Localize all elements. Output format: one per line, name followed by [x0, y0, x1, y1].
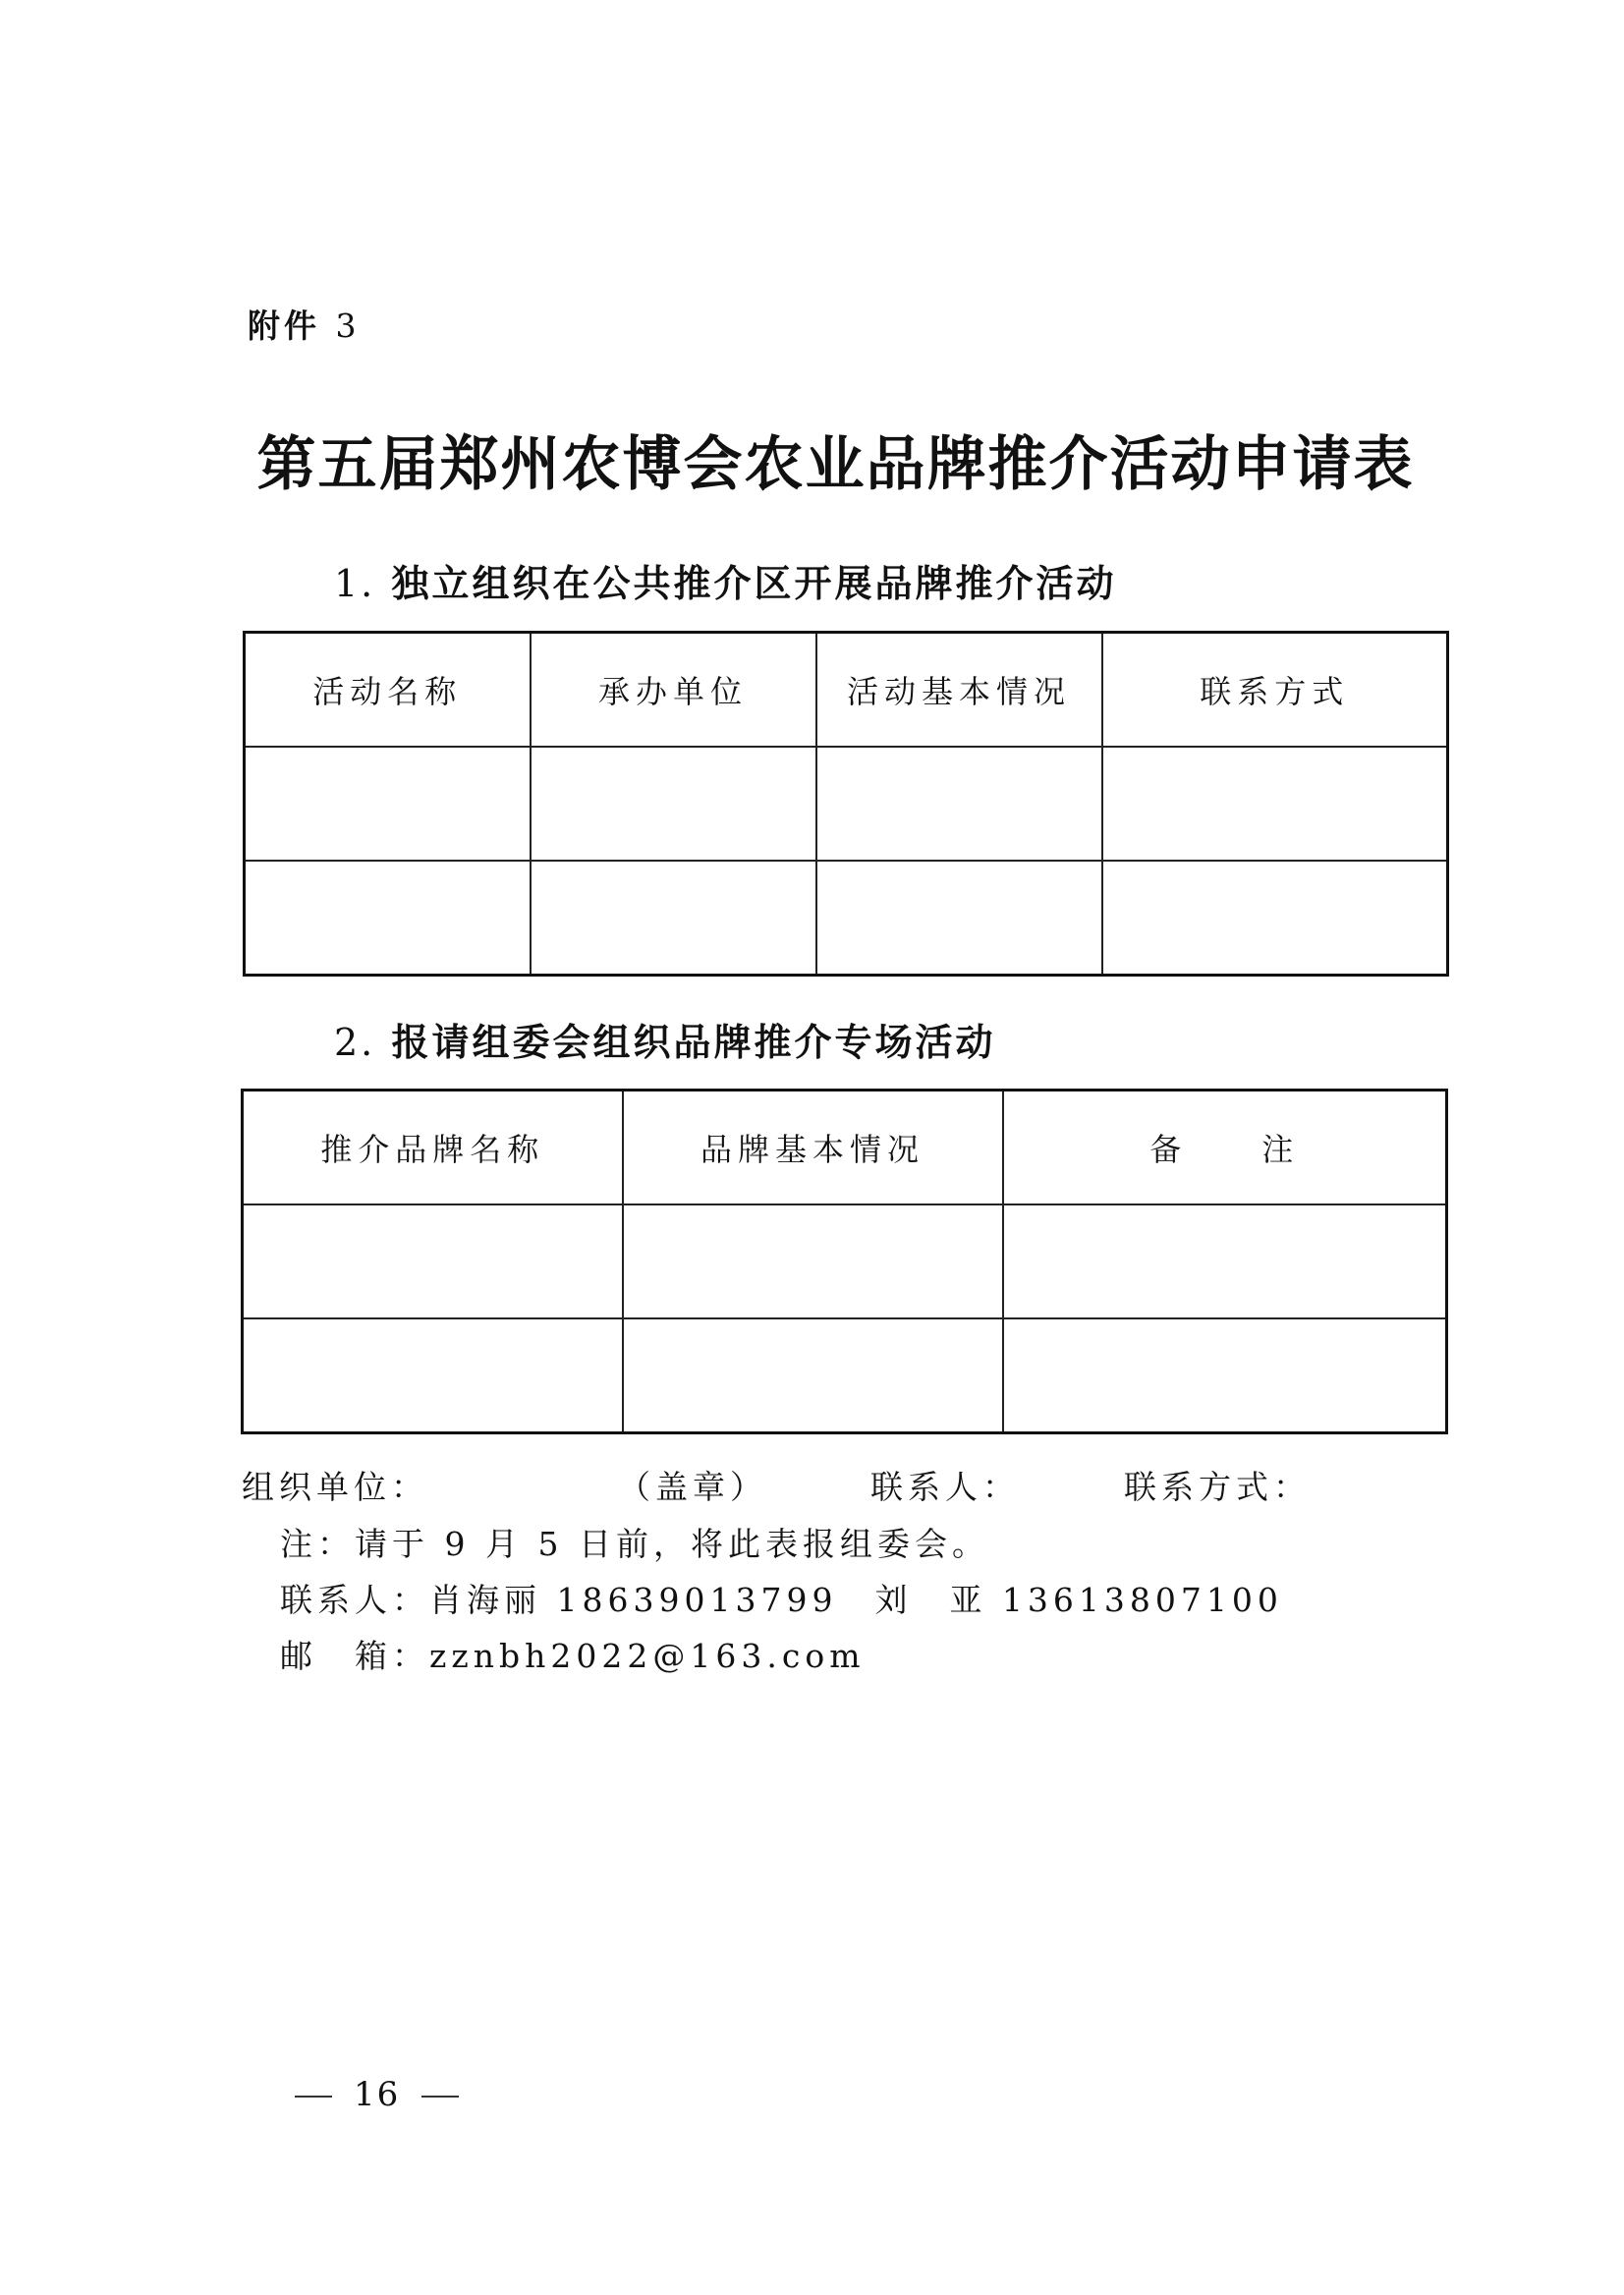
col-activity-info: 活动基本情况	[816, 633, 1102, 748]
table-header-row	[243, 1091, 1447, 1205]
activity-table	[243, 631, 1449, 977]
table-cell[interactable]	[531, 747, 816, 861]
attachment-text: 附件	[248, 307, 320, 345]
table-cell[interactable]	[1003, 1318, 1447, 1433]
attachment-number: 3	[335, 307, 361, 345]
table-cell[interactable]	[245, 747, 531, 861]
document-title: 第五届郑州农博会农业品牌推介活动申请表	[256, 430, 1415, 499]
table-cell[interactable]	[1102, 747, 1448, 861]
table-cell[interactable]	[816, 861, 1102, 976]
table-cell[interactable]	[243, 1318, 623, 1433]
col-activity-name: 活动名称	[245, 633, 531, 748]
section-1-index: 1.	[334, 562, 376, 605]
table-row	[245, 861, 1448, 976]
brand-table	[241, 1089, 1448, 1434]
section-2-heading	[334, 1012, 996, 1066]
table-cell[interactable]	[1102, 861, 1448, 976]
table-cell[interactable]	[245, 861, 531, 976]
contact-person-label: 联系人：	[870, 1468, 1020, 1506]
section-1-heading	[334, 553, 1117, 607]
col-brand-name: 推介品牌名称	[243, 1091, 623, 1205]
page-number-value: 16	[354, 2075, 401, 2114]
table-header-row	[245, 633, 1448, 748]
page-number	[273, 2075, 480, 2114]
section-1-title: 独立组织在公共推介区开展品牌推介活动	[391, 562, 1117, 605]
org-unit-label: 组织单位：	[242, 1468, 428, 1506]
contact-persons: 联系人：肖海丽 18639013799 刘 亚 13613807100	[280, 1581, 1283, 1619]
col-brand-info: 品牌基本情况	[623, 1091, 1003, 1205]
table-cell[interactable]	[623, 1318, 1003, 1433]
attachment-label	[248, 301, 361, 347]
email-line: 邮 箱：zznbh2022@163.com	[280, 1637, 866, 1675]
table-row	[245, 747, 1448, 861]
col-organizer: 承办单位	[531, 633, 816, 748]
table-row	[243, 1204, 1447, 1318]
organizer-signature-line	[242, 1462, 1450, 1506]
table-cell[interactable]	[623, 1204, 1003, 1318]
page-number-dash-left	[295, 2096, 332, 2098]
table-cell[interactable]	[531, 861, 816, 976]
page-number-dash-right	[421, 2096, 459, 2098]
contact-method-label: 联系方式：	[1124, 1468, 1311, 1506]
col-remarks: 备 注	[1003, 1091, 1447, 1205]
table-row	[243, 1318, 1447, 1433]
table-cell[interactable]	[1003, 1204, 1447, 1318]
seal-label: （盖章）	[618, 1468, 767, 1506]
table-cell[interactable]	[816, 747, 1102, 861]
table-cell[interactable]	[243, 1204, 623, 1318]
deadline-note: 注：请于 9 月 5 日前，将此表报组委会。	[280, 1525, 989, 1563]
section-2-index: 2.	[334, 1021, 376, 1064]
col-contact: 联系方式	[1102, 633, 1448, 748]
section-2-title: 报请组委会组织品牌推介专场活动	[391, 1021, 996, 1064]
